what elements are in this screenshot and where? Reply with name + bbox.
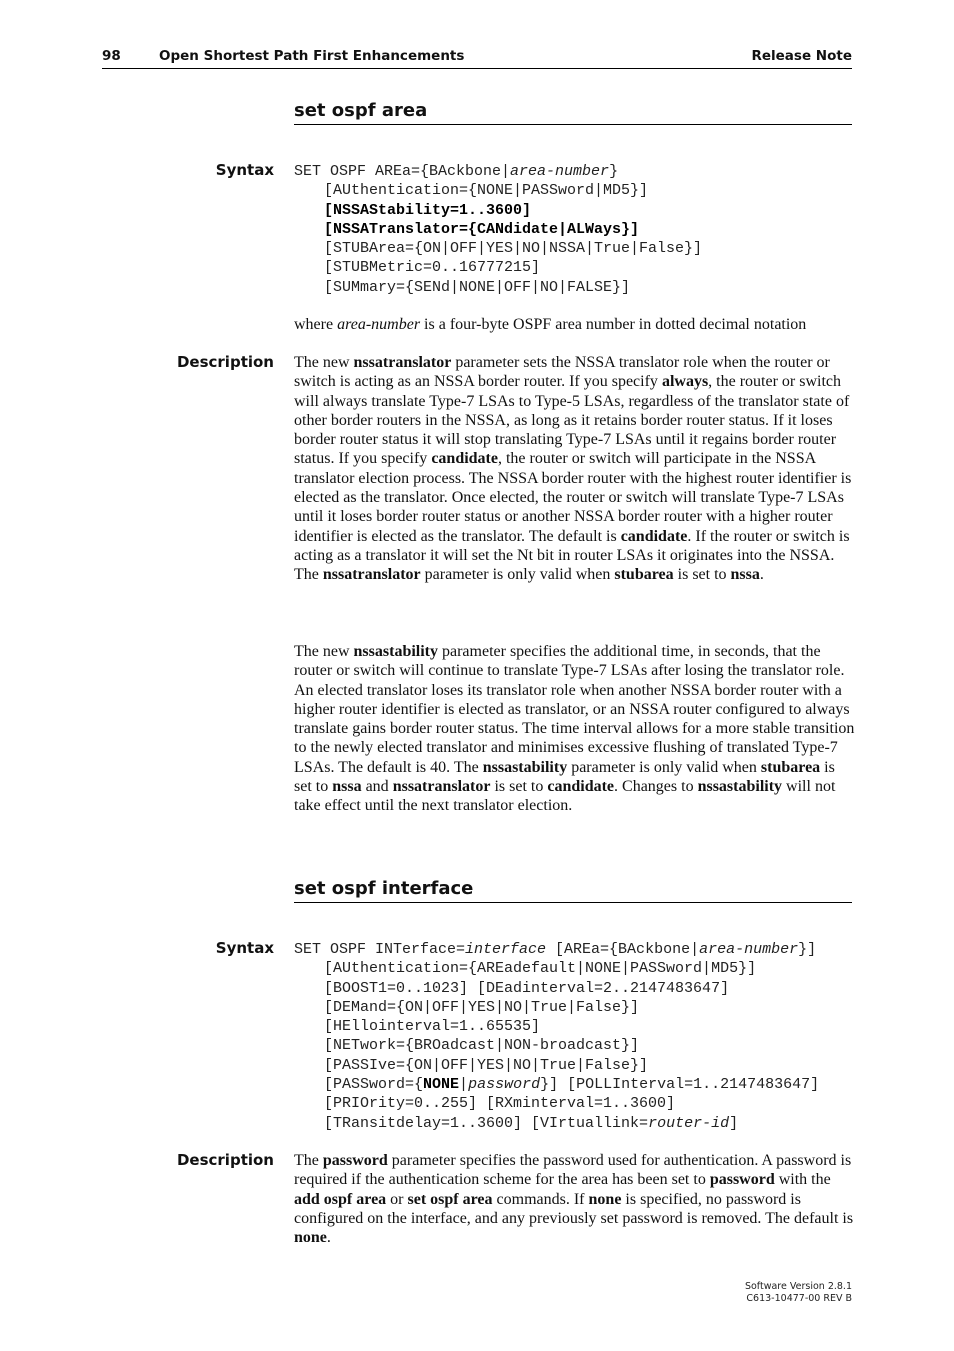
syntax-line: [PASSword={NONE|password}] [POLLInterval=1..2147483647]: [324, 1076, 820, 1094]
description-label: Description: [176, 353, 274, 371]
section-heading-set-ospf-area: set ospf area: [294, 100, 852, 125]
page-footer: [745, 1281, 852, 1305]
syntax-line: [NSSAStability=1..3600]: [324, 201, 532, 219]
page-number: 98: [102, 48, 121, 64]
syntax-label: Syntax: [215, 939, 274, 957]
document-type: Release Note: [751, 48, 852, 64]
syntax-line: SET OSPF INTerface=interface [AREa={BAckbone|area-number}]: [294, 941, 817, 958]
where-note: where area-number is a four-byte OSPF area number in dotted decimal notation: [294, 316, 807, 333]
syntax-line: [AUthentication={AREadefault|NONE|PASSword|MD5}]: [324, 960, 757, 978]
syntax-line: SET OSPF AREa={BAckbone|area-number}: [294, 163, 619, 180]
syntax-line: [STUBArea={ON|OFF|YES|NO|NSSA|True|False}]: [324, 240, 703, 258]
description-paragraph: The new nssatranslator parameter sets the NSSA translator role when the router or switch is acting as an NSSA border router. If you specify always, the router or switch will always translate Type-7 LSAs to Type-5 LSAs, regardless of the translator state of other border routers in the NSSA, as long as it retains border router status. If it loses border router status it will stop translating Type-7 LSAs until it regains border router status. If you specify candidate, the router or switch will participate in the NSSA translator election process. The NSSA border router with the highest router identifier is elected as the translator. Once elected, the router or switch will translate Type-7 LSAs until it loses border router status or another NSSA border router with a higher router identifier is elected as the translator. The default is candidate. If the router or switch is acting as a translator it will set the Nt bit in router LSAs it originates into the NSSA. The nssatranslator parameter is only valid when stubarea is set to nssa.: [294, 354, 852, 584]
syntax-line: [TRansitdelay=1..3600] [VIrtuallink=router-id]: [324, 1114, 739, 1132]
syntax-line: [NETwork={BROadcast|NON-broadcast}]: [324, 1037, 640, 1055]
syntax-line: [PRIOrity=0..255] [RXminterval=1..3600]: [324, 1095, 676, 1113]
description-paragraph: The new nssastability parameter specifies the additional time, in seconds, that the router or switch will continue to translate Type-7 LSAs after losing the translator role. An elected translator loses its translator role when another NSSA border router with a higher router identifier is elected as translator, or an NSSA router configured to always translate gains border router status. The time interval allows for a more stable transition to the newly elected translator and minimises excessive flushing of translated Type-7 LSAs. The default is 40. The nssastability parameter is only valid when stubarea is set to nssa and nssatranslator is set to candidate. Changes to nssastability will not take effect until the next translator election.: [294, 643, 855, 815]
document-revision: C613-10477-00 REV B: [746, 1293, 852, 1304]
syntax-line: [SUMmary={SENd|NONE|OFF|NO|FALSE}]: [324, 278, 631, 296]
software-version: Software Version 2.8.1: [744, 1281, 852, 1292]
syntax-line: [STUBMetric=0..16777215]: [324, 259, 541, 277]
page-header: [102, 48, 852, 69]
syntax-block-interface: [294, 940, 819, 1133]
syntax-block-area: [294, 162, 702, 297]
syntax-line: [BOOST1=0..1023] [DEadinterval=2..2147483647]: [324, 979, 730, 997]
section-heading-set-ospf-interface: set ospf interface: [294, 878, 852, 903]
syntax-line: [HEllointerval=1..65535]: [324, 1018, 541, 1036]
description-label: Description: [176, 1151, 274, 1169]
description-paragraph: The password parameter specifies the password used for authentication. A password is required if the authentication scheme for the area has been set to password with the add ospf area or set ospf area commands. If none is specified, no password is configured on the interface, and any previously set password is removed. The default is none.: [294, 1152, 854, 1247]
syntax-line: [NSSATranslator={CANdidate|ALWays}]: [324, 220, 640, 238]
syntax-line: [DEMand={ON|OFF|YES|NO|True|False}]: [324, 998, 640, 1016]
chapter-title: Open Shortest Path First Enhancements: [159, 48, 465, 64]
syntax-line: [PASSIve={ON|OFF|YES|NO|True|False}]: [324, 1056, 649, 1074]
syntax-line: [AUthentication={NONE|PASSword|MD5}]: [324, 182, 649, 200]
syntax-label: Syntax: [215, 161, 274, 179]
